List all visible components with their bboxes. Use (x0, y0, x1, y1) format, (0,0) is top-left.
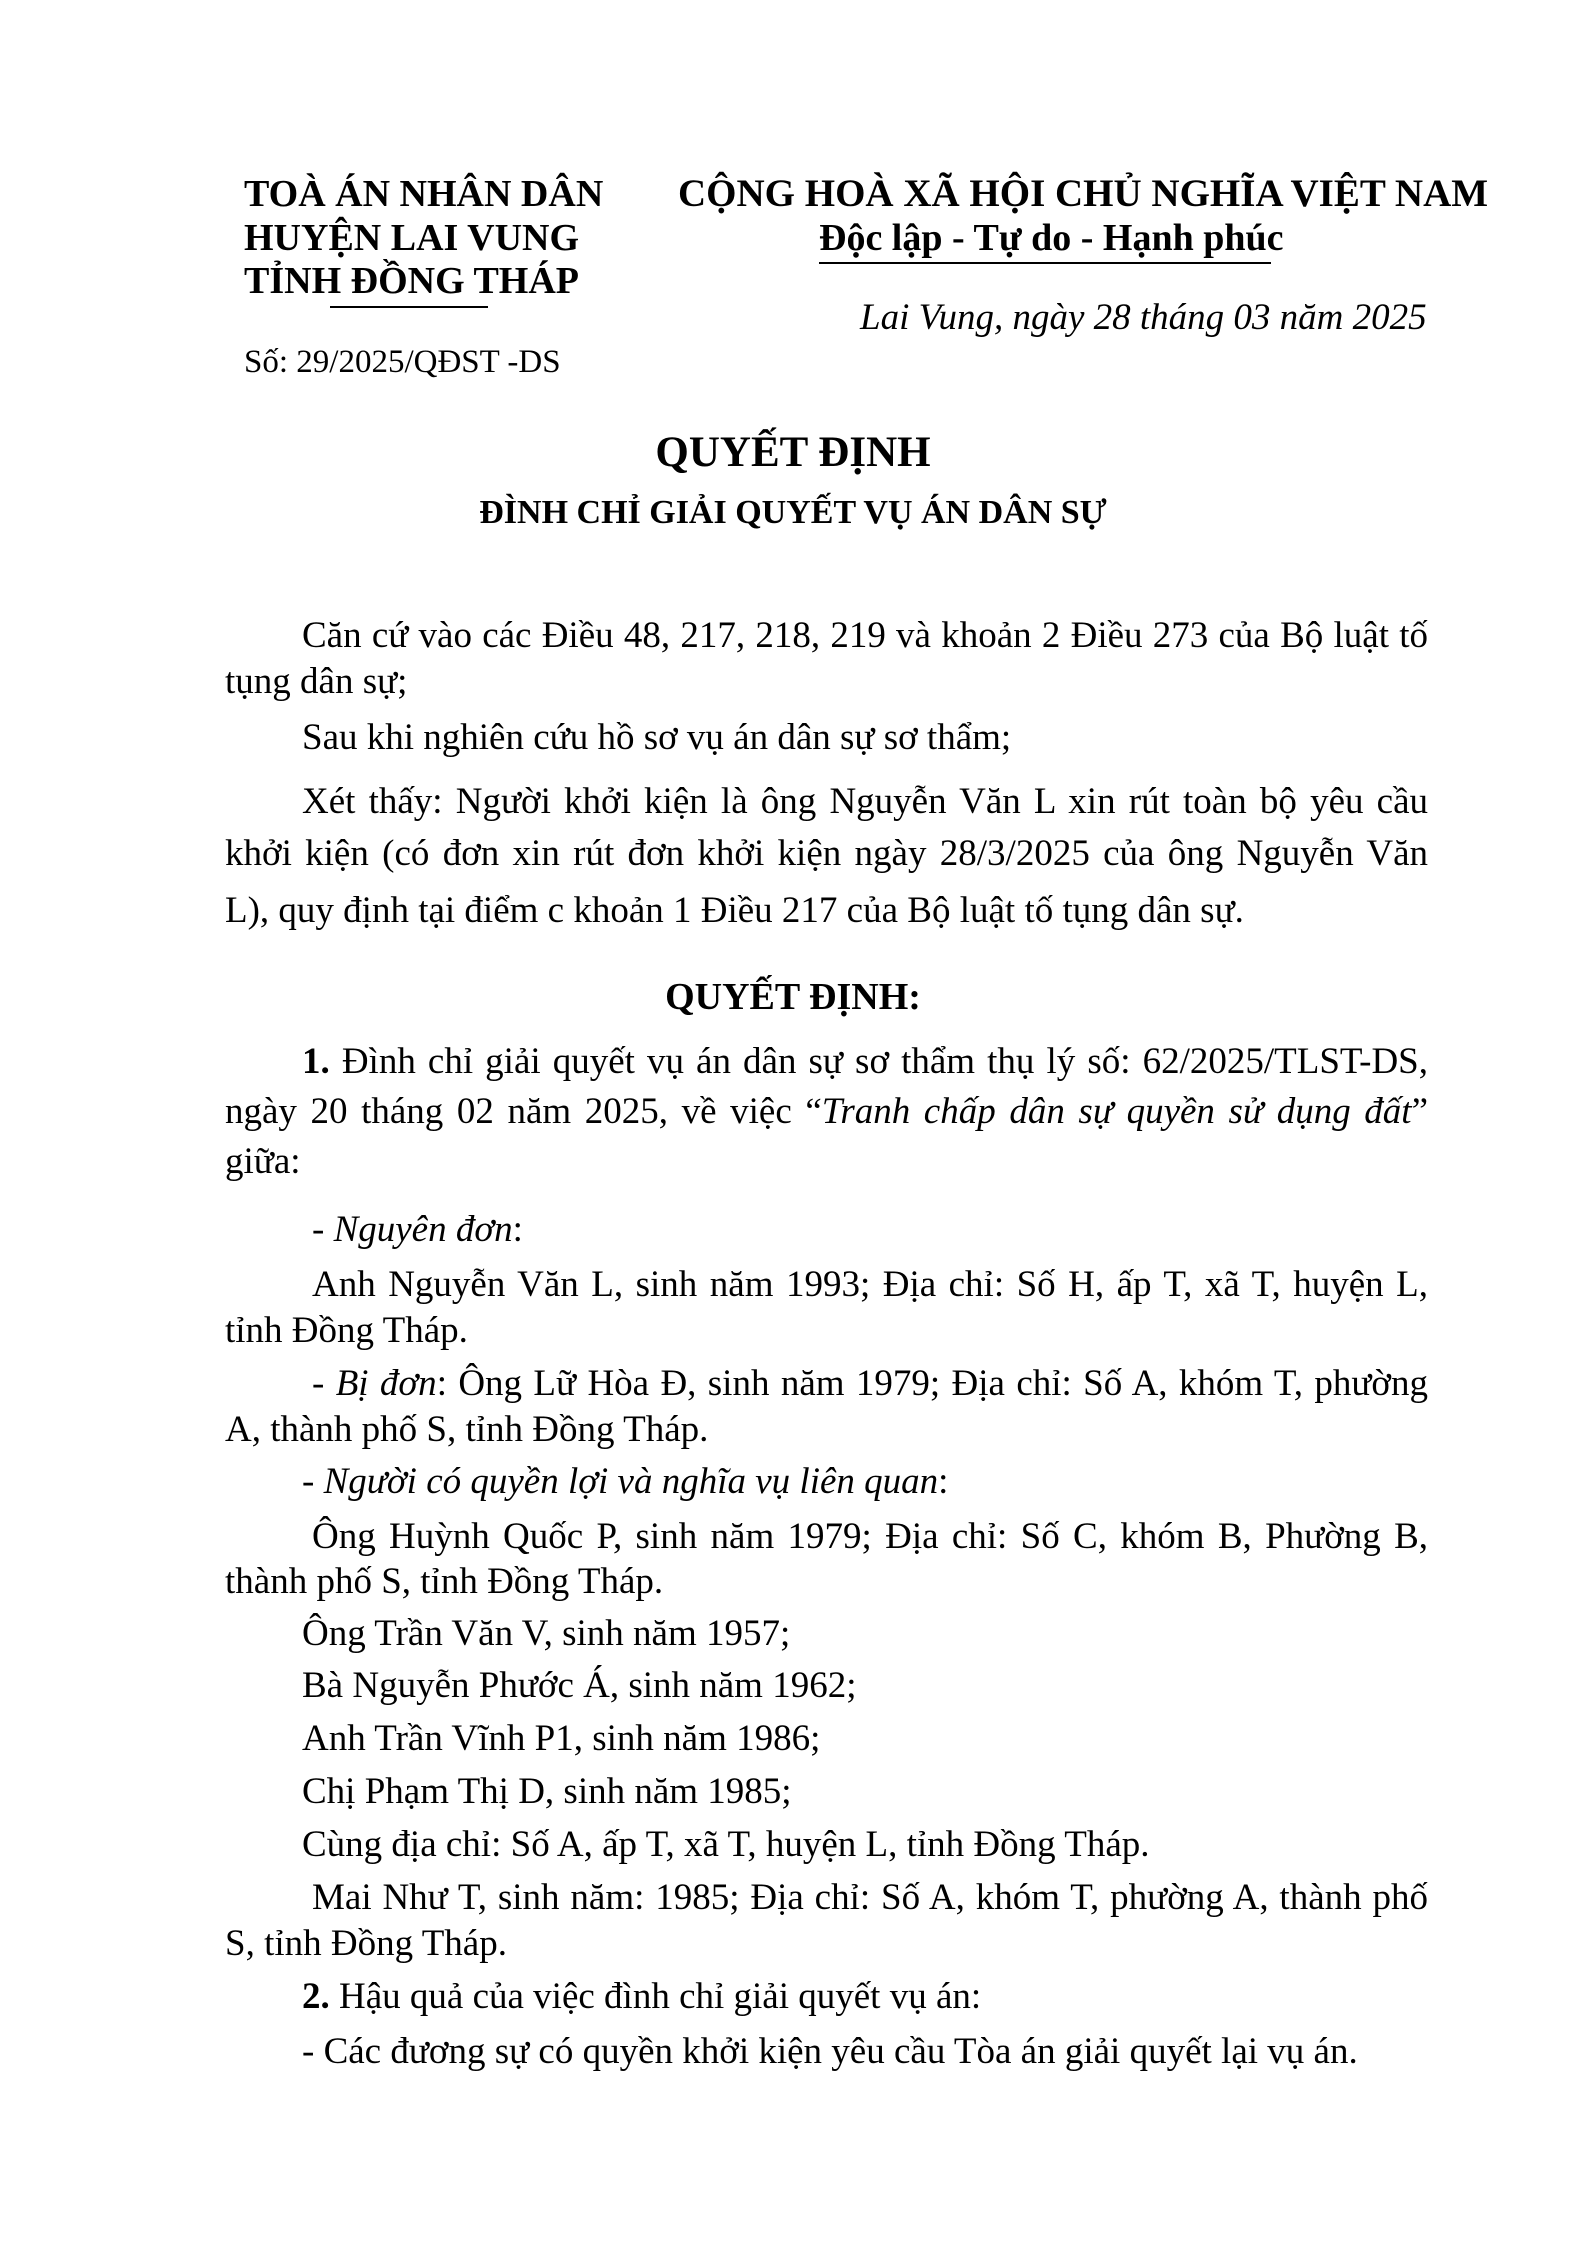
decision-1-number: 1. (302, 1041, 330, 1082)
plaintiff-label: - Nguyên đơn (312, 1209, 513, 1250)
related-dash: - (302, 1461, 324, 1502)
national-motto: Độc lập - Tự do - Hạnh phúc (819, 217, 1284, 259)
closing-quote: ” (1411, 1091, 1429, 1132)
related-label: Người có quyền lợi và nghĩa vụ liên quan (323, 1461, 939, 1502)
related-2: Ông Trần Văn V, sinh năm 1957; (302, 1613, 791, 1654)
decision-1-text: Đình chỉ giải quyết vụ án dân sự sơ thẩm thụ lý số: 62/2025/TLST-DS, (341, 1041, 1428, 1082)
related-1-line-2: thành phố S, tỉnh Đồng Tháp. (225, 1561, 664, 1602)
court-name-line-2: HUYỆN LAI VUNG (244, 217, 580, 259)
shared-address: Cùng địa chỉ: Số A, ấp T, xã T, huyện L, tỉnh Đồng Tháp. (302, 1824, 1150, 1865)
court-name-line-3: TỈNH ĐỒNG THÁP (244, 260, 580, 302)
decision-2-number: 2. (302, 1976, 330, 2017)
review-paragraph: Sau khi nghiên cứu hồ sơ vụ án dân sự sơ thẩm; (302, 717, 1012, 758)
court-underline (330, 306, 488, 308)
decision-1-date: ngày 20 tháng 02 năm 2025, về việc “ (225, 1091, 822, 1132)
decision-1-line-3: giữa: (225, 1141, 301, 1182)
related-3: Bà Nguyễn Phước Á, sinh năm 1962; (302, 1665, 857, 1706)
decision-2-line-1 (302, 1975, 981, 2019)
decision-1-line-1 (302, 1040, 1428, 1084)
decision-1-line-2 (225, 1090, 1428, 1134)
plaintiff-line-1: Anh Nguyễn Văn L, sinh năm 1993; Địa chỉ: Số H, ấp T, xã T, huyện L, (312, 1264, 1428, 1305)
plaintiff-label-line (312, 1208, 523, 1252)
finding-line-1: Xét thấy: Người khởi kiện là ông Nguyễn Văn L xin rút toàn bộ yêu cầu (302, 781, 1428, 822)
republic-name: CỘNG HOÀ XÃ HỘI CHỦ NGHĨA VIỆT NAM (678, 172, 1489, 215)
decision-heading: QUYẾT ĐỊNH: (665, 976, 921, 1018)
court-name-line-1: TOÀ ÁN NHÂN DÂN (244, 173, 604, 215)
related-4: Anh Trần Vĩnh P1, sinh năm 1986; (302, 1718, 821, 1759)
motto-underline (819, 262, 1271, 264)
defendant-line-1 (312, 1362, 1428, 1406)
related-label-line (302, 1460, 948, 1504)
related-7-line-2: S, tỉnh Đồng Tháp. (225, 1923, 507, 1964)
basis-line-1: Căn cứ vào các Điều 48, 217, 218, 219 và khoản 2 Điều 273 của Bộ luật tố (302, 615, 1428, 656)
defendant-label: - Bị đơn (312, 1363, 437, 1404)
defendant-line-2: A, thành phố S, tỉnh Đồng Tháp. (225, 1409, 709, 1450)
document-title: QUYẾT ĐỊNH (655, 429, 931, 476)
plaintiff-colon: : (512, 1209, 523, 1250)
basis-line-2: tụng dân sự; (225, 661, 408, 702)
decision-2-text: Hậu quả của việc đình chỉ giải quyết vụ án: (329, 1976, 982, 2017)
dispute-type: Tranh chấp dân sự quyền sử dụng đất (821, 1091, 1412, 1132)
document-subtitle: ĐÌNH CHỈ GIẢI QUYẾT VỤ ÁN DÂN SỰ (479, 494, 1107, 531)
finding-line-2: khởi kiện (có đơn xin rút đơn khởi kiện ngày 28/3/2025 của ông Nguyễn Văn (225, 833, 1428, 874)
related-colon: : (938, 1461, 949, 1502)
related-1-line-1: Ông Huỳnh Quốc P, sinh năm 1979; Địa chỉ: Số C, khóm B, Phường B, (312, 1516, 1428, 1557)
finding-line-3: L), quy định tại điểm c khoản 1 Điều 217 của Bộ luật tố tụng dân sự. (225, 890, 1244, 931)
related-7-line-1: Mai Như T, sinh năm: 1985; Địa chỉ: Số A, khóm T, phường A, thành phố (312, 1877, 1428, 1918)
decision-2-line-2: - Các đương sự có quyền khởi kiện yêu cầu Tòa án giải quyết lại vụ án. (302, 2031, 1358, 2072)
related-5: Chị Phạm Thị D, sinh năm 1985; (302, 1771, 792, 1812)
place-and-date: Lai Vung, ngày 28 tháng 03 năm 2025 (860, 297, 1427, 338)
document-number: Số: 29/2025/QĐST -DS (244, 344, 561, 380)
plaintiff-line-2: tỉnh Đồng Tháp. (225, 1310, 468, 1351)
defendant-text: : Ông Lữ Hòa Đ, sinh năm 1979; Địa chỉ: Số A, khóm T, phường (436, 1363, 1428, 1404)
